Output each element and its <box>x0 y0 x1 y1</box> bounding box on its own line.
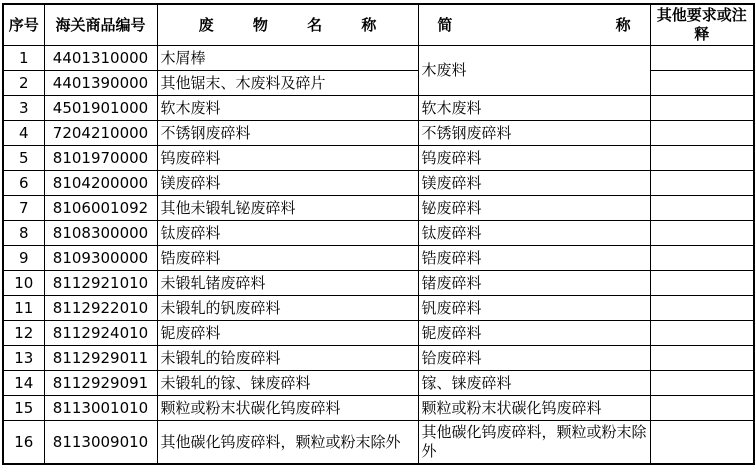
cell-code: 8113001010 <box>44 396 157 421</box>
cell-notes <box>650 246 754 271</box>
cell-index: 2 <box>3 71 44 96</box>
header-index: 序号 <box>3 4 44 46</box>
cell-name: 未锻轧的铪废碎料 <box>157 346 418 371</box>
cell-notes <box>650 371 754 396</box>
cell-index: 4 <box>3 121 44 146</box>
cell-name: 镁废碎料 <box>157 171 418 196</box>
cell-code: 8112921010 <box>44 271 157 296</box>
cell-name: 不锈钢废碎料 <box>157 121 418 146</box>
cell-index: 1 <box>3 46 44 71</box>
cell-notes <box>650 196 754 221</box>
cell-index: 7 <box>3 196 44 221</box>
cell-short: 钒废碎料 <box>418 296 650 321</box>
cell-code: 4401390000 <box>44 71 157 96</box>
cell-code: 8101970000 <box>44 146 157 171</box>
cell-name: 铌废碎料 <box>157 321 418 346</box>
cell-index: 11 <box>3 296 44 321</box>
cell-short: 其他碳化钨废碎料，颗粒或粉末除外 <box>418 421 650 465</box>
cell-short: 镁废碎料 <box>418 171 650 196</box>
cell-name: 软木废料 <box>157 96 418 121</box>
cell-name: 未锻轧锗废碎料 <box>157 271 418 296</box>
table-row <box>3 321 754 346</box>
table-row <box>3 396 754 421</box>
table-row <box>3 421 754 465</box>
cell-short: 铌废碎料 <box>418 321 650 346</box>
cell-index: 9 <box>3 246 44 271</box>
cell-short-merged: 木废料 <box>418 46 650 96</box>
cell-index: 12 <box>3 321 44 346</box>
cell-name: 颗粒或粉末状碳化钨废碎料 <box>157 396 418 421</box>
cell-short: 钛废碎料 <box>418 221 650 246</box>
header-row <box>3 4 754 46</box>
cell-index: 14 <box>3 371 44 396</box>
table-row <box>3 271 754 296</box>
cell-code: 8109300000 <box>44 246 157 271</box>
cell-name: 未锻轧的钒废碎料 <box>157 296 418 321</box>
cell-code: 4401310000 <box>44 46 157 71</box>
cell-index: 10 <box>3 271 44 296</box>
cell-code: 8106001092 <box>44 196 157 221</box>
customs-waste-table <box>2 3 755 465</box>
cell-code: 8113009010 <box>44 421 157 465</box>
cell-index: 6 <box>3 171 44 196</box>
cell-code: 8112922010 <box>44 296 157 321</box>
cell-notes <box>650 46 754 71</box>
cell-index: 5 <box>3 146 44 171</box>
cell-code: 7204210000 <box>44 121 157 146</box>
table-row <box>3 346 754 371</box>
cell-name: 其他锯末、木废料及碎片 <box>157 71 418 96</box>
table-row <box>3 196 754 221</box>
cell-short: 铋废碎料 <box>418 196 650 221</box>
cell-code: 8108300000 <box>44 221 157 246</box>
cell-code: 4501901000 <box>44 96 157 121</box>
header-waste-name: 废 物 名 称 <box>157 4 418 46</box>
cell-name: 木屑棒 <box>157 46 418 71</box>
cell-name: 其他碳化钨废碎料，颗粒或粉末除外 <box>157 421 418 465</box>
cell-short: 锆废碎料 <box>418 246 650 271</box>
cell-notes <box>650 121 754 146</box>
cell-index: 8 <box>3 221 44 246</box>
table-row <box>3 246 754 271</box>
cell-notes <box>650 321 754 346</box>
cell-index: 13 <box>3 346 44 371</box>
table-row <box>3 146 754 171</box>
cell-short: 铪废碎料 <box>418 346 650 371</box>
table-row <box>3 96 754 121</box>
cell-notes <box>650 221 754 246</box>
cell-name: 钛废碎料 <box>157 221 418 246</box>
cell-short: 锗废碎料 <box>418 271 650 296</box>
cell-notes <box>650 146 754 171</box>
cell-code: 8112929011 <box>44 346 157 371</box>
cell-short: 镓、铼废碎料 <box>418 371 650 396</box>
cell-short: 软木废料 <box>418 96 650 121</box>
cell-index: 3 <box>3 96 44 121</box>
cell-notes <box>650 71 754 96</box>
cell-index: 16 <box>3 421 44 465</box>
header-short-name: 简 称 <box>418 4 650 46</box>
cell-code: 8112924010 <box>44 321 157 346</box>
table-row <box>3 121 754 146</box>
cell-short: 钨废碎料 <box>418 146 650 171</box>
cell-notes <box>650 296 754 321</box>
table-row <box>3 221 754 246</box>
cell-name: 未锻轧的镓、铼废碎料 <box>157 371 418 396</box>
cell-notes <box>650 271 754 296</box>
cell-short: 颗粒或粉末状碳化钨废碎料 <box>418 396 650 421</box>
header-notes: 其他要求或注释 <box>650 4 754 46</box>
table-row <box>3 371 754 396</box>
cell-index: 15 <box>3 396 44 421</box>
cell-name: 钨废碎料 <box>157 146 418 171</box>
cell-notes <box>650 171 754 196</box>
table-row <box>3 296 754 321</box>
table-row <box>3 171 754 196</box>
cell-code: 8104200000 <box>44 171 157 196</box>
cell-notes <box>650 396 754 421</box>
table-row <box>3 46 754 71</box>
cell-name: 锆废碎料 <box>157 246 418 271</box>
cell-name: 其他未锻轧铋废碎料 <box>157 196 418 221</box>
cell-notes <box>650 96 754 121</box>
header-code: 海关商品编号 <box>44 4 157 46</box>
cell-short: 不锈钢废碎料 <box>418 121 650 146</box>
cell-code: 8112929091 <box>44 371 157 396</box>
cell-notes <box>650 421 754 465</box>
cell-notes <box>650 346 754 371</box>
